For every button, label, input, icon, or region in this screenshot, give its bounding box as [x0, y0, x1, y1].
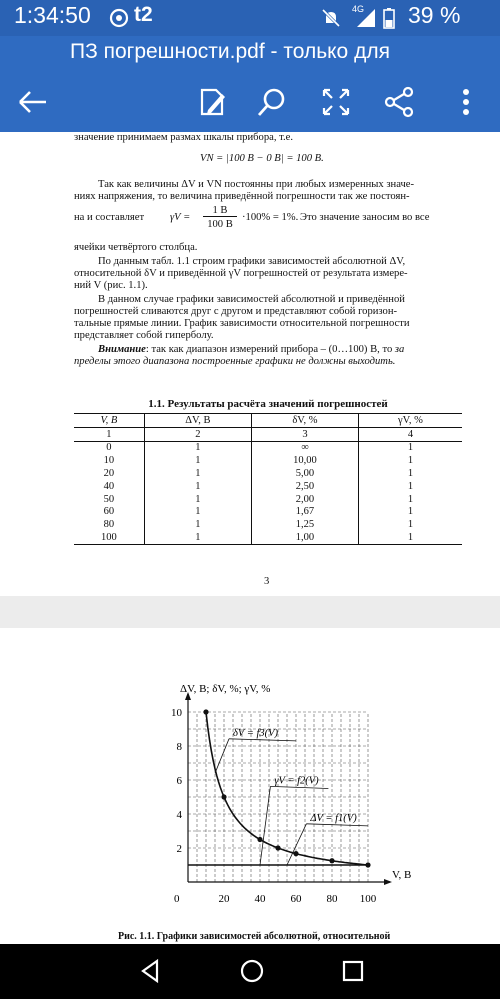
table-row	[74, 454, 462, 467]
table-cell: 4	[358, 427, 462, 441]
table-header-cell: γV, %	[358, 414, 462, 428]
paragraph-line: ний V (рис. 1.1).	[74, 280, 148, 291]
y-axis-label: ΔV, В; δV, %; γV, %	[180, 683, 271, 695]
note-line	[74, 344, 462, 356]
data-point	[221, 794, 226, 799]
table-cell: 1	[144, 506, 251, 519]
x-tick-label: 60	[290, 893, 302, 905]
table-header-cell: ΔV, В	[144, 414, 251, 428]
formula-vn: VN = |100 В − 0 В| = 100 В.	[200, 153, 324, 164]
paragraph-line: погрешностей сливаются друг с другом и представляют собой горизон-	[74, 306, 398, 317]
share-icon[interactable]	[380, 82, 420, 122]
series-label-leader	[215, 739, 229, 773]
table-row	[74, 441, 462, 454]
table-cell: 1	[358, 518, 462, 531]
figure-caption: Рис. 1.1. Графики зависимостей абсолютной, относительной	[118, 931, 391, 942]
table-cell: 40	[103, 480, 115, 492]
table-cell: 1	[74, 427, 144, 441]
table-cell: ∞	[252, 441, 359, 454]
formula-gamma-rhs: ·100% = 1%.	[242, 212, 299, 223]
table-cell: 1	[144, 480, 251, 493]
data-point	[293, 851, 298, 856]
pdf-page-3	[0, 132, 500, 596]
status-time: 1:34:50	[14, 2, 91, 28]
x-tick-label: 100	[359, 893, 377, 905]
table-cell: 0	[106, 442, 112, 454]
pdf-page-4	[0, 628, 500, 948]
data-point	[203, 709, 208, 714]
data-point	[329, 858, 334, 863]
table-cell: 1,25	[252, 518, 359, 531]
more-vert-icon[interactable]	[446, 82, 486, 122]
table-cell: 1	[358, 480, 462, 493]
table-cell: 10	[103, 455, 115, 467]
x-axis-arrow	[384, 879, 392, 885]
page-number: 3	[264, 576, 270, 587]
table-cell: 1	[358, 467, 462, 480]
mute-bell-icon	[320, 7, 342, 29]
search-icon[interactable]	[252, 82, 292, 122]
paragraph-line: ячейки четвёртого столбца.	[74, 242, 198, 253]
signal-icon	[355, 7, 377, 29]
x-tick-label: 80	[326, 893, 338, 905]
back-arrow-icon[interactable]	[12, 82, 52, 122]
table-row	[74, 467, 462, 480]
table-row	[74, 531, 462, 544]
y-tick-label: 2	[176, 843, 182, 855]
y-tick-label: 8	[176, 741, 182, 753]
series-label: ΔV = f1(V)	[310, 812, 357, 824]
recents-square-icon[interactable]	[338, 956, 368, 986]
home-circle-icon[interactable]	[237, 956, 267, 986]
back-triangle-icon[interactable]	[135, 956, 165, 986]
series-label-underline	[229, 739, 296, 741]
paragraph-line: Так как величины ΔV и VN постоянны при любых измеренных значе-	[98, 179, 415, 190]
series-label-leader	[287, 824, 306, 865]
table-cell: 1	[358, 493, 462, 506]
table-cell: 1	[144, 454, 251, 467]
table-row	[74, 518, 462, 531]
network-type: 4G	[352, 4, 365, 14]
system-nav-bar	[0, 944, 500, 999]
table-cell: 1,67	[252, 506, 359, 519]
table-cell: 1	[358, 454, 462, 467]
notification-icon	[108, 7, 130, 29]
table-cell: 20	[103, 468, 115, 480]
paragraph-line: В данном случае графики зависимостей абсолютной и приведённой	[98, 294, 405, 305]
table-cell: 2,00	[252, 493, 359, 506]
battery-icon	[382, 7, 396, 29]
table-cell: 1	[358, 531, 462, 544]
table-cell: 1	[358, 506, 462, 519]
table-cell: 10,00	[252, 454, 359, 467]
table-row	[74, 493, 462, 506]
table-title: 1.1. Результаты расчёта значений погрешностей	[148, 398, 388, 410]
table-header-row	[74, 414, 462, 428]
formula-gamma-denominator: 100 В	[207, 219, 233, 230]
edit-icon[interactable]	[192, 82, 232, 122]
data-point	[365, 862, 370, 867]
table-cell: 1	[144, 467, 251, 480]
table-cell: 2	[144, 427, 251, 441]
table-cell: 1	[144, 531, 251, 544]
fullscreen-icon[interactable]	[316, 82, 356, 122]
battery-percent: 39 %	[408, 2, 461, 28]
table-cell: 3	[252, 427, 359, 441]
note-label: Внимание	[98, 344, 146, 355]
table-header-cell: δV, %	[252, 414, 359, 428]
table-cell: 5,00	[252, 467, 359, 480]
document-title: ПЗ погрешности.pdf - только для	[70, 40, 390, 63]
series-label-underline	[270, 786, 328, 788]
series-label: δV = f3(V)	[233, 727, 279, 739]
x-tick-label: 40	[254, 893, 266, 905]
table-header-cell: V, В	[74, 414, 144, 428]
app-bar	[0, 36, 500, 132]
paragraph-line: Это значение заносим во все	[300, 212, 430, 223]
note-line: пределы этого диапазона построенные графики не должны выходить.	[74, 356, 396, 367]
table-cell: 1	[144, 493, 251, 506]
paragraph-line: ниях напряжения, то величина приведённой погрешности так же постоян-	[74, 191, 410, 202]
table-cell: 1	[144, 441, 251, 454]
table-cell: 50	[103, 493, 115, 505]
note-text: : так как диапазон измерений прибора – (0…100) В, то	[145, 344, 393, 355]
table-cell: 1,00	[252, 531, 359, 544]
x-axis-label: V, В	[392, 869, 412, 881]
x-tick-label: 20	[218, 893, 230, 905]
paragraph-line: на и составляет	[74, 212, 145, 223]
table-number-row	[74, 427, 462, 441]
paragraph-line: По данным табл. 1.1 строим графики зависимостей абсолютной ΔV,	[98, 256, 406, 267]
formula-gamma-lhs: γV =	[170, 212, 191, 223]
table-cell: 80	[103, 519, 115, 531]
y-tick-label: 4	[176, 809, 182, 821]
error-chart	[150, 672, 412, 922]
text-line: значение принимаем размах шкалы прибора, т.е.	[74, 132, 293, 143]
table-cell: 1	[358, 441, 462, 454]
paragraph-line: представляет собой гиперболу.	[74, 330, 214, 341]
note-italic: за	[394, 344, 405, 355]
origin-label: 0	[174, 893, 180, 905]
data-point	[257, 837, 262, 842]
y-tick-label: 6	[176, 775, 182, 787]
table-cell: 60	[103, 506, 115, 518]
table-row	[74, 506, 462, 519]
status-bar	[0, 0, 500, 36]
paragraph-line: тальные прямые линии. График зависимости относительной погрешности	[74, 318, 410, 329]
paragraph-line: относительной δV и приведённой γV погрешностей от результата измере-	[74, 268, 408, 279]
series-label: γV = f2(V)	[274, 775, 319, 787]
y-tick-label: 10	[171, 707, 182, 719]
table-row	[74, 480, 462, 493]
pdf-viewport[interactable]	[0, 132, 500, 944]
results-table	[74, 413, 462, 545]
table-cell: 2,50	[252, 480, 359, 493]
data-point	[275, 845, 280, 850]
carrier-label: t2	[134, 3, 153, 26]
table-cell: 100	[74, 531, 144, 544]
table-cell: 1	[144, 518, 251, 531]
formula-gamma-numerator: 1 В	[203, 205, 237, 217]
